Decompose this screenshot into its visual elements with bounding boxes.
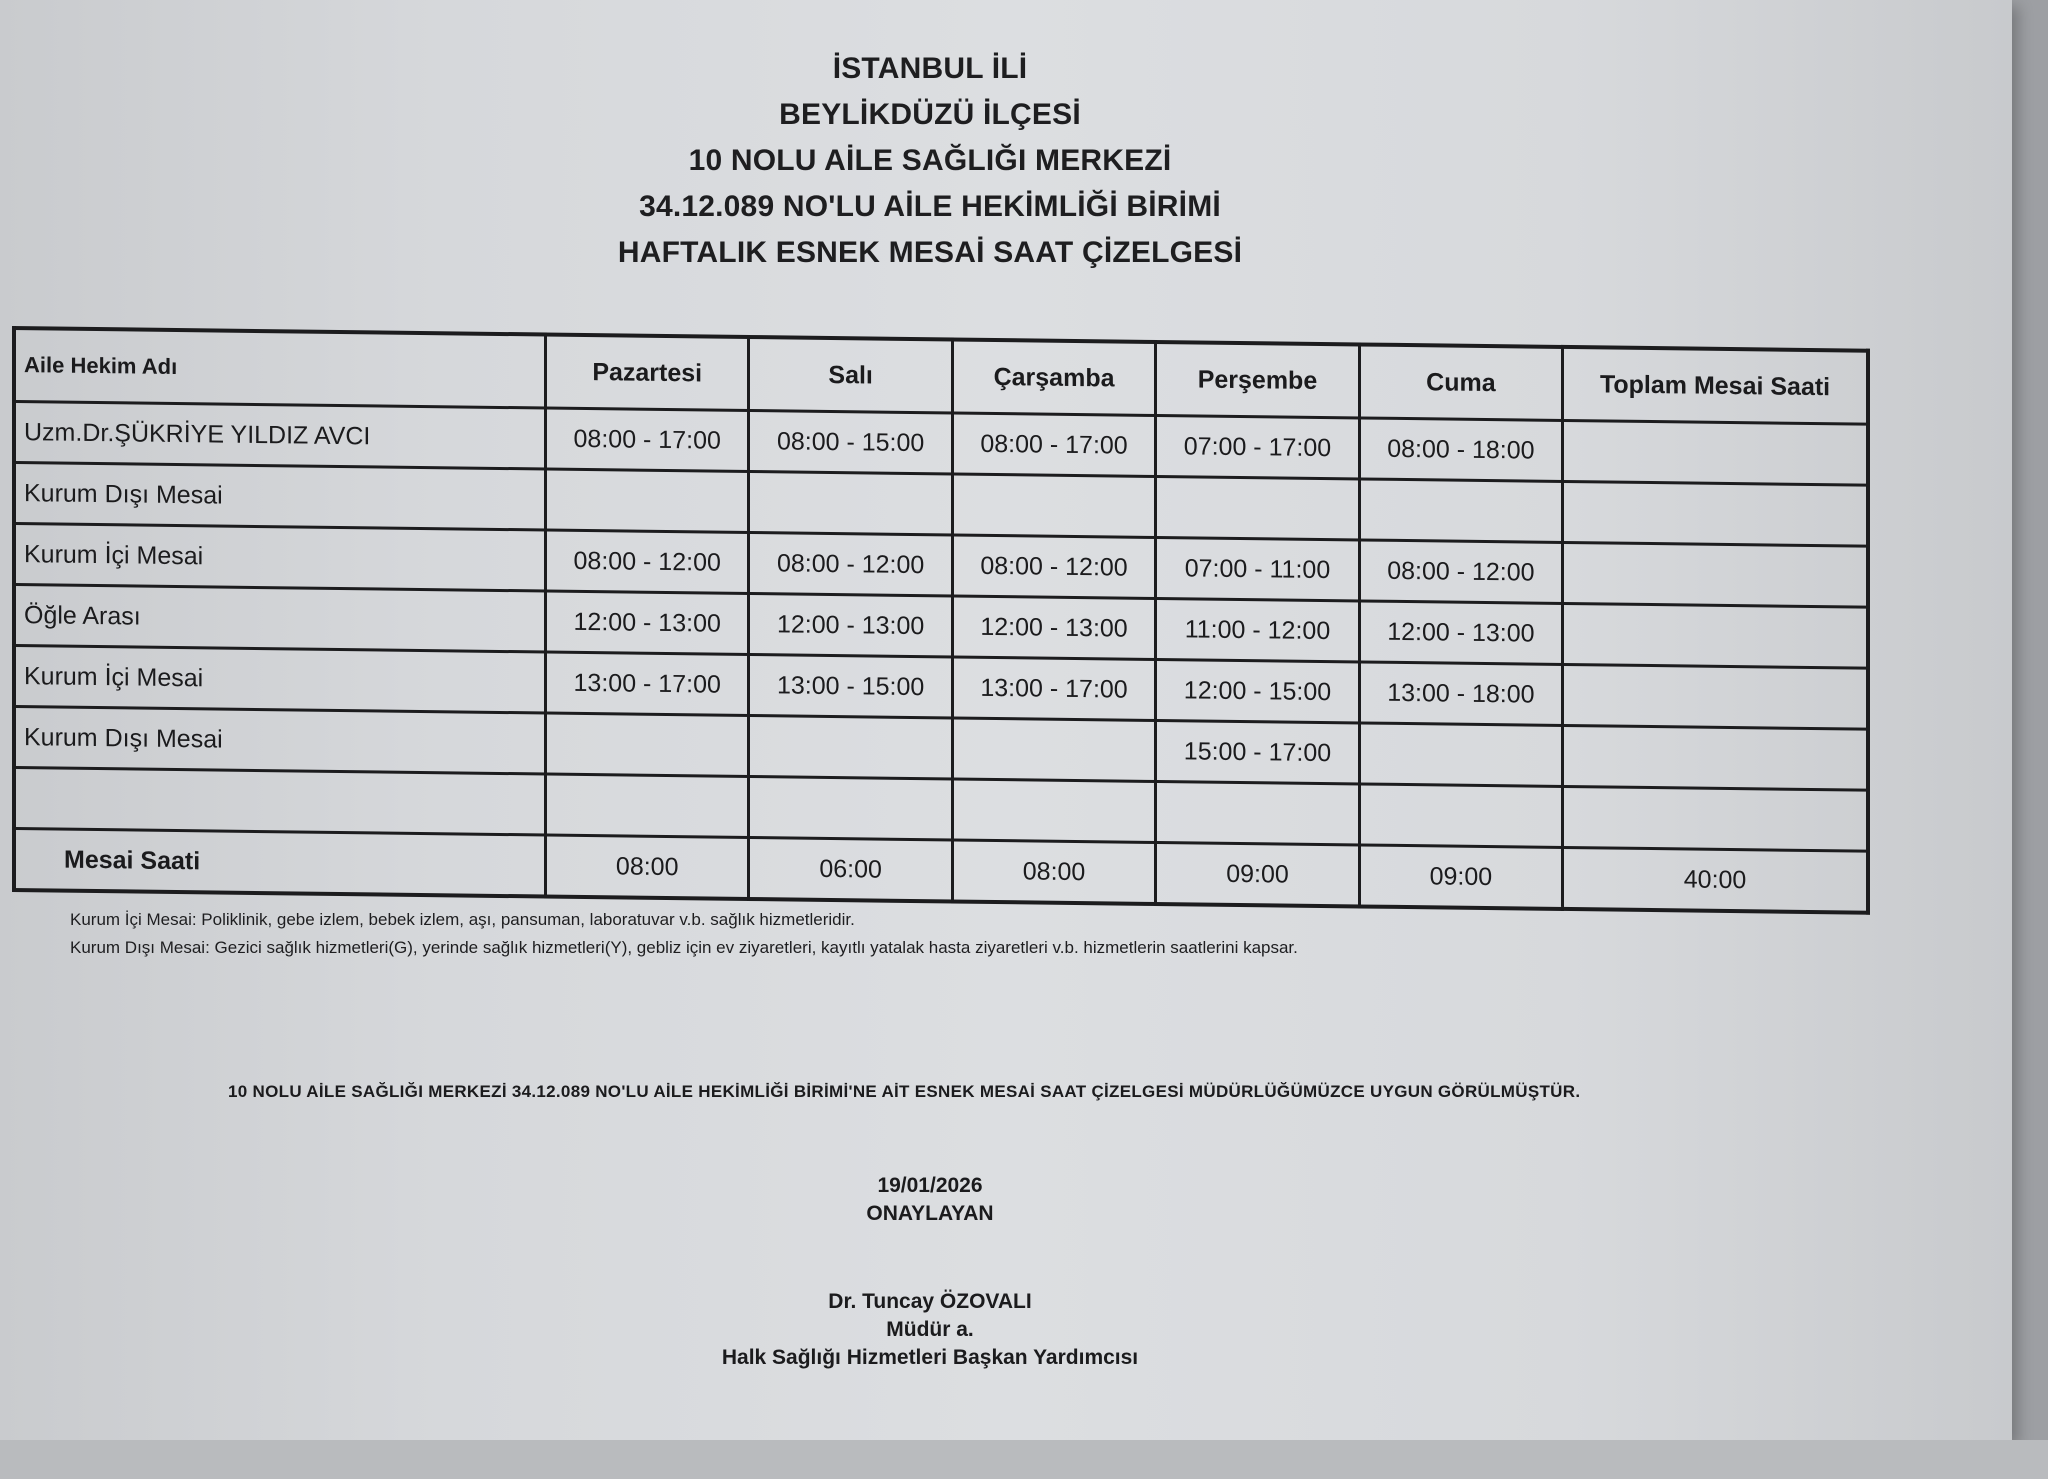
approval-date-block bbox=[0, 1172, 1860, 1228]
total-cell-friday: 09:00 bbox=[1359, 845, 1562, 909]
table-cell: 13:00 - 17:00 bbox=[952, 657, 1155, 720]
table-cell bbox=[1359, 723, 1562, 786]
table-cell bbox=[952, 779, 1155, 842]
header-schedule-title: HAFTALIK ESNEK MESAİ SAAT ÇİZELGESİ bbox=[617, 236, 1243, 269]
total-row-label: Mesai Saati bbox=[14, 829, 546, 897]
row-label: Uzm.Dr.ŞÜKRİYE YILDIZ AVCI bbox=[14, 402, 546, 469]
column-header-doctor-name: Aile Hekim Adı bbox=[14, 328, 546, 408]
table-cell: 12:00 - 13:00 bbox=[546, 591, 749, 654]
table-cell bbox=[1563, 664, 1868, 729]
table-cell: 12:00 - 13:00 bbox=[952, 596, 1155, 659]
table-cell: 08:00 - 12:00 bbox=[952, 535, 1155, 598]
table-cell: 08:00 - 17:00 bbox=[952, 413, 1155, 476]
header-province: İSTANBUL İLİ bbox=[832, 52, 1028, 85]
signer-name: Dr. Tuncay ÖZOVALI bbox=[828, 1290, 1032, 1313]
table-cell bbox=[952, 474, 1155, 537]
row-label: Kurum İçi Mesai bbox=[14, 524, 546, 591]
table-cell bbox=[1156, 476, 1359, 539]
row-label: Kurum Dışı Mesai bbox=[14, 707, 546, 774]
header-unit: 34.12.089 NO'LU AİLE HEKİMLİĞİ BİRİMİ bbox=[639, 190, 1221, 223]
footnote-internal-hours: Kurum İçi Mesai: Poliklinik, gebe izlem, bebek izlem, aşı, pansuman, laboratuvar v.b. sağlık hizmetleridir. bbox=[70, 910, 855, 929]
table-cell: 13:00 - 15:00 bbox=[749, 655, 952, 718]
column-header-wednesday: Çarşamba bbox=[952, 339, 1155, 415]
column-header-thursday: Perşembe bbox=[1156, 342, 1359, 418]
table-cell bbox=[749, 777, 952, 840]
row-label: Kurum Dışı Mesai bbox=[14, 463, 546, 530]
table-cell: 15:00 - 17:00 bbox=[1156, 720, 1359, 783]
table-cell: 08:00 - 15:00 bbox=[749, 411, 952, 474]
signer-position: Halk Sağlığı Hizmetleri Başkan Yardımcısı bbox=[721, 1346, 1139, 1369]
table-cell: 08:00 - 12:00 bbox=[1359, 540, 1562, 603]
table-cell bbox=[1563, 420, 1868, 485]
table-cell bbox=[952, 718, 1155, 781]
total-cell-wednesday: 08:00 bbox=[952, 840, 1155, 904]
table-cell bbox=[1563, 603, 1868, 668]
total-cell-monday: 08:00 bbox=[546, 835, 749, 899]
footnotes bbox=[70, 906, 1298, 962]
table-cell bbox=[1563, 481, 1868, 546]
table-cell: 08:00 - 12:00 bbox=[749, 533, 952, 596]
row-label: Kurum İçi Mesai bbox=[14, 646, 546, 713]
table-cell: 12:00 - 13:00 bbox=[1359, 601, 1562, 664]
table-cell: 07:00 - 17:00 bbox=[1156, 415, 1359, 478]
total-cell-weekly: 40:00 bbox=[1563, 847, 1868, 912]
table-cell: 08:00 - 17:00 bbox=[546, 408, 749, 471]
table-cell: 12:00 - 15:00 bbox=[1156, 659, 1359, 722]
table-cell: 08:00 - 12:00 bbox=[546, 530, 749, 593]
table-cell bbox=[1563, 786, 1868, 851]
table-cell: 13:00 - 18:00 bbox=[1359, 662, 1562, 725]
header-health-center: 10 NOLU AİLE SAĞLIĞI MERKEZİ bbox=[688, 144, 1172, 177]
table-cell: 13:00 - 17:00 bbox=[546, 652, 749, 715]
total-cell-tuesday: 06:00 bbox=[749, 838, 952, 902]
table-cell bbox=[1156, 781, 1359, 844]
table-cell bbox=[1359, 784, 1562, 847]
table-cell bbox=[1359, 479, 1562, 542]
table-cell: 07:00 - 11:00 bbox=[1156, 537, 1359, 600]
header-district: BEYLİKDÜZÜ İLÇESİ bbox=[779, 98, 1081, 131]
signer-block bbox=[0, 1288, 1860, 1372]
row-label: Öğle Arası bbox=[14, 585, 546, 652]
column-header-total-hours: Toplam Mesai Saati bbox=[1563, 347, 1868, 424]
background-surface bbox=[0, 1440, 2048, 1479]
table-cell: 11:00 - 12:00 bbox=[1156, 598, 1359, 661]
column-header-friday: Cuma bbox=[1359, 344, 1562, 420]
footnote-external-hours: Kurum Dışı Mesai: Gezici sağlık hizmetleri(G), yerinde sağlık hizmetleri(Y), gebliz için ev ziyaretleri, kayıtlı yatalak hasta ziyaretleri v.b. hizmetlerin saatlerini kapsar. bbox=[70, 938, 1298, 957]
column-header-monday: Pazartesi bbox=[546, 335, 749, 411]
approval-date: 19/01/2026 bbox=[877, 1174, 983, 1197]
table-cell: 12:00 - 13:00 bbox=[749, 594, 952, 657]
signer-title: Müdür a. bbox=[886, 1318, 974, 1341]
row-label bbox=[14, 768, 546, 835]
document-header bbox=[0, 46, 1860, 276]
table-cell bbox=[546, 713, 749, 776]
table-cell bbox=[1563, 725, 1868, 790]
table-cell bbox=[1563, 542, 1868, 607]
table-cell bbox=[749, 472, 952, 535]
table-cell: 08:00 - 18:00 bbox=[1359, 418, 1562, 481]
schedule-table bbox=[12, 326, 1870, 915]
approval-status: ONAYLAYAN bbox=[866, 1202, 994, 1225]
table-cell bbox=[546, 469, 749, 532]
total-cell-thursday: 09:00 bbox=[1156, 842, 1359, 906]
table-cell bbox=[749, 716, 952, 779]
table-cell bbox=[546, 774, 749, 837]
approval-statement: 10 NOLU AİLE SAĞLIĞI MERKEZİ 34.12.089 NO'LU AİLE HEKİMLİĞİ BİRİMİ'NE AİT ESNEK MESAİ SAAT ÇİZELGESİ MÜDÜRLÜĞÜMÜZCE UYGUN GÖRÜLMÜŞTÜR. bbox=[228, 1082, 1581, 1101]
column-header-tuesday: Salı bbox=[749, 337, 952, 413]
